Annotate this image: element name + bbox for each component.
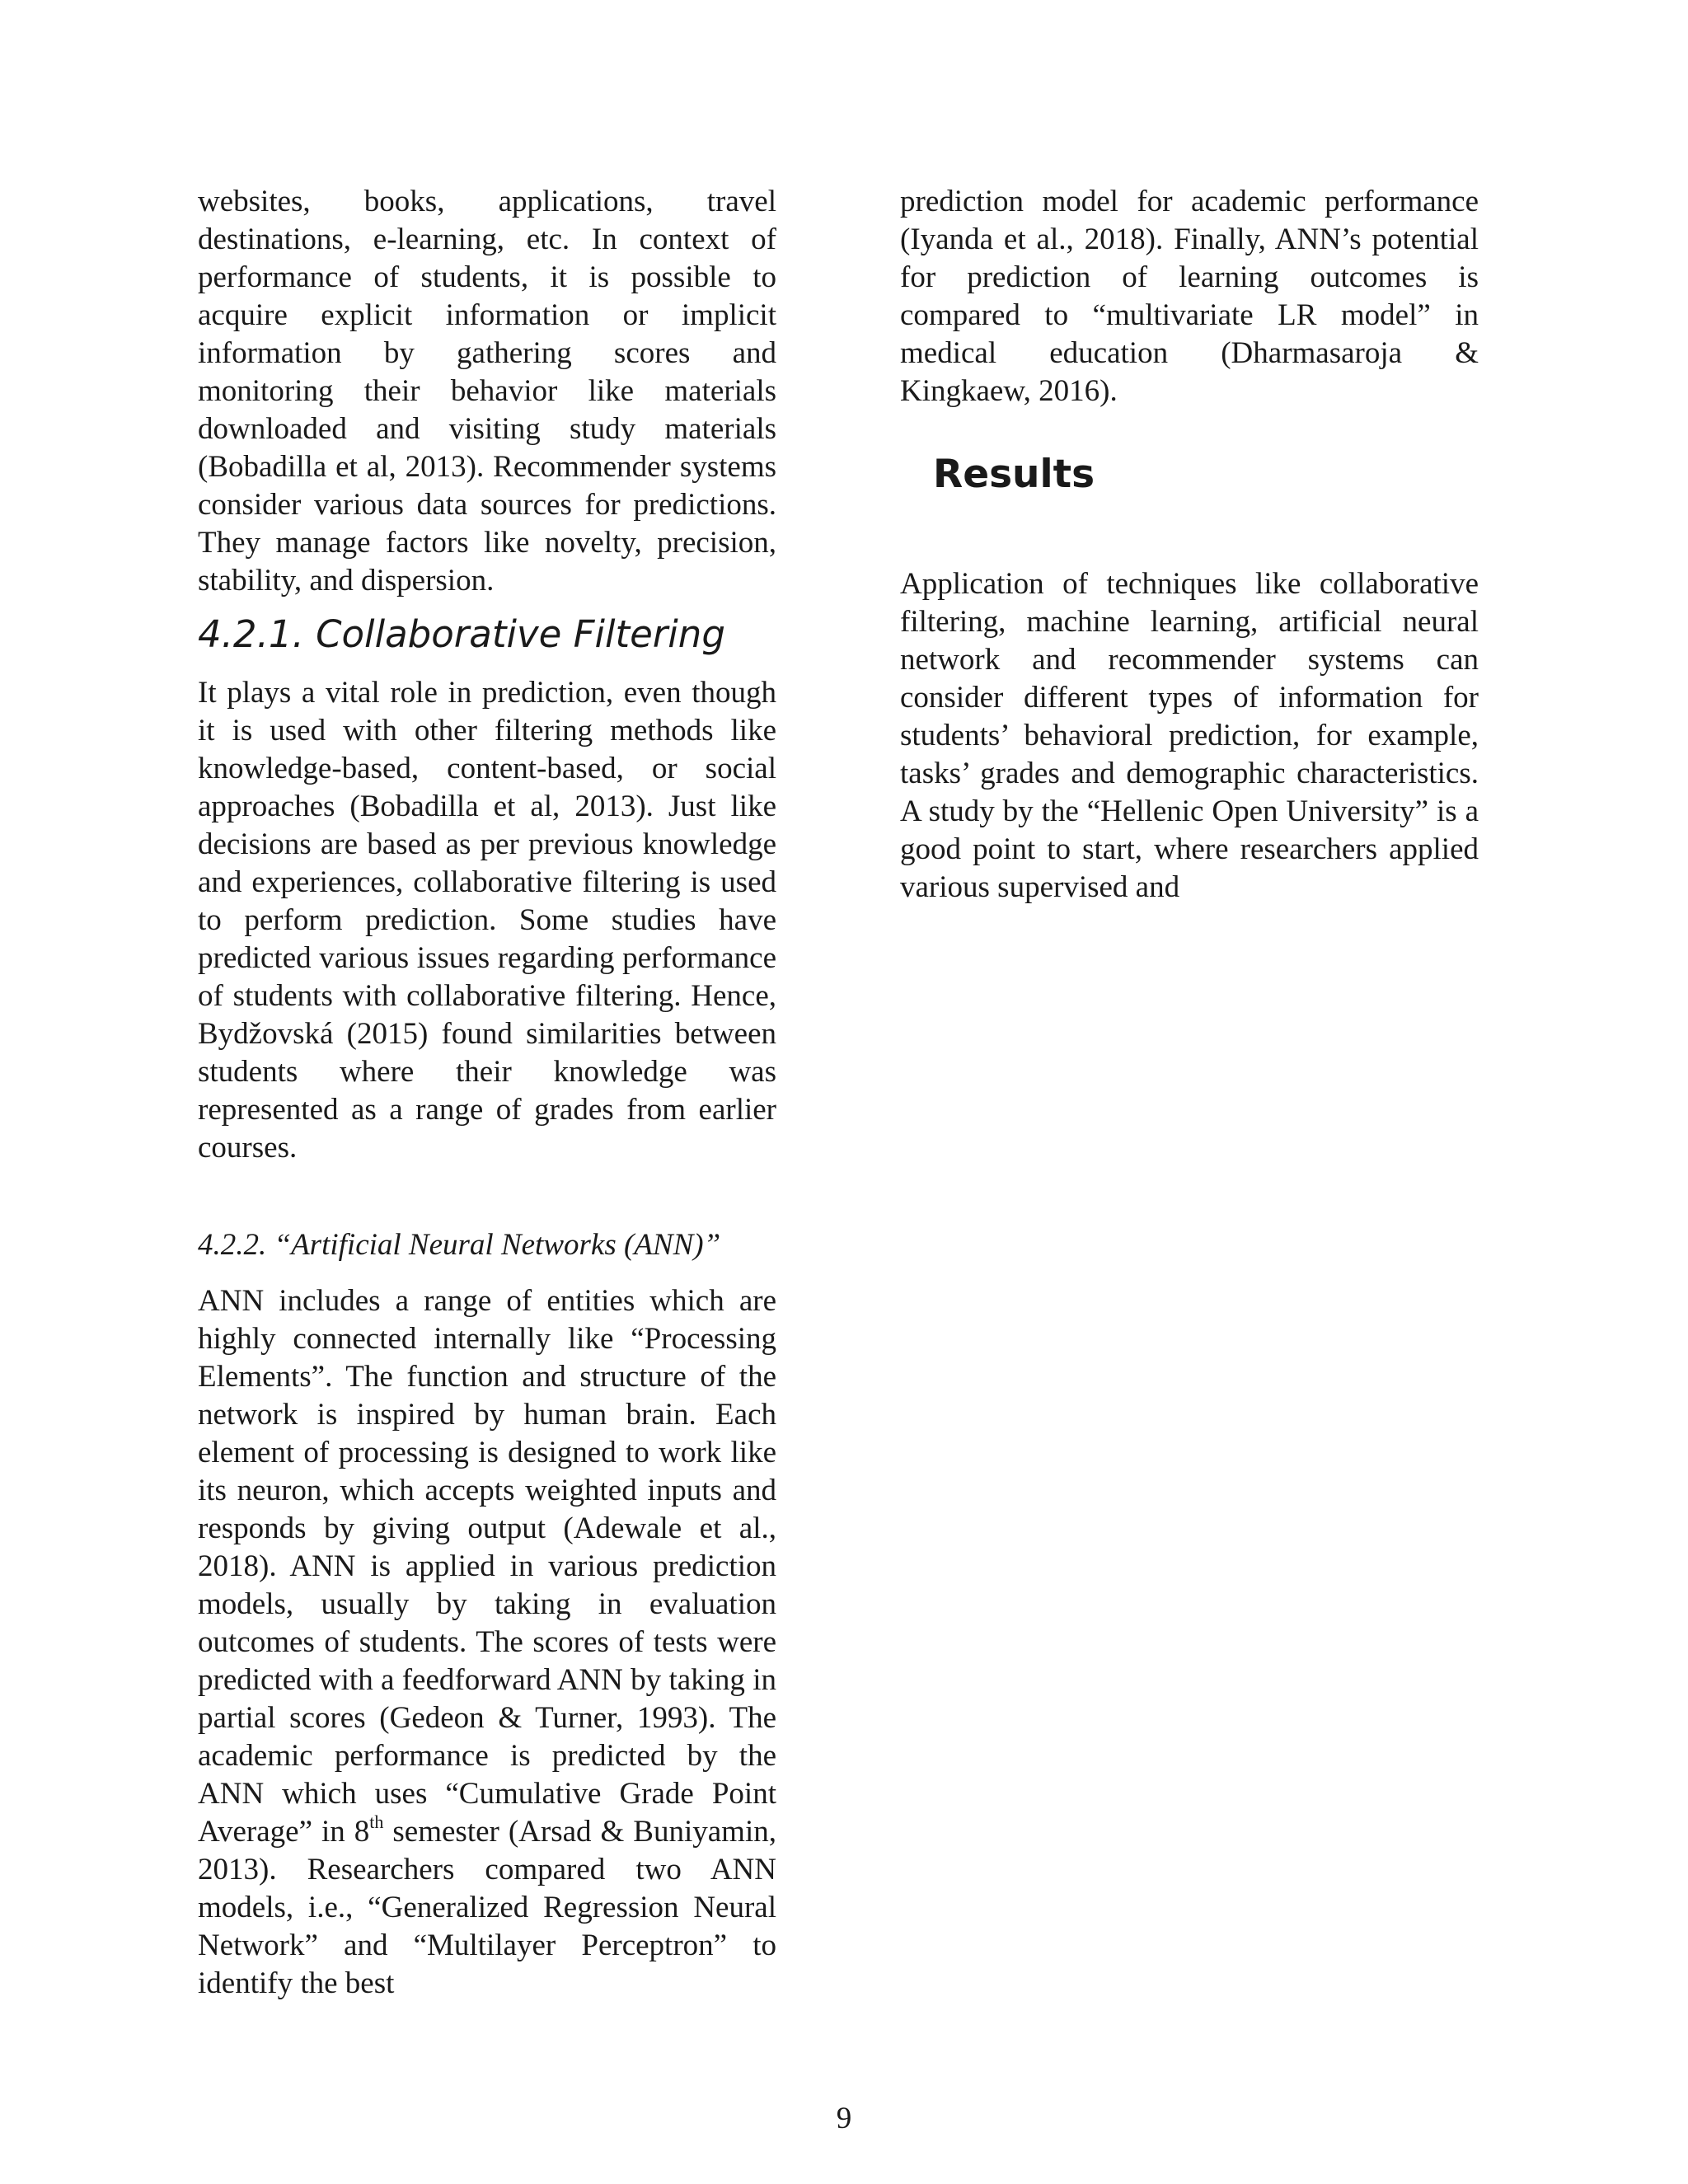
- ann-paragraph-text-2: semester (Arsad & Buniyamin, 2013). Researchers compared two ANN models, i.e., “Generalized Regression Neural Network” and “Multilayer Perceptron” to identify the best: [198, 1815, 776, 2000]
- results-heading: Results: [933, 452, 1095, 497]
- intro-paragraph: websites, books, applications, travel destinations, e-learning, etc. In context of performance of students, it is possible to acquire explicit information or implicit information by gathering scores and monitoring their behavior like materials downloaded and visiting study materials (Bobadilla et al, 2013). Recommender systems consider various data sources for predictions. They manage factors like novelty, precision, stability, and dispersion.: [198, 185, 776, 598]
- right-column: [900, 183, 1479, 907]
- collaborative-filtering-heading: 4.2.1. Collaborative Filtering: [198, 612, 725, 656]
- page-number: 9: [836, 2102, 852, 2135]
- ann-heading: 4.2.2. “Artificial Neural Networks (ANN)”: [198, 1228, 721, 1262]
- ordinal-superscript: th: [369, 1811, 384, 1832]
- ann-paragraph-text-1: ANN includes a range of entities which are highly connected internally like “Processing Elements”. The function and structure of the network is inspired by human brain. Each element of processing is designed to work like its neuron, which accepts weighted inputs and responds by giving output (Adewale et al., 2018). ANN is applied in various prediction models, usually by taking in evaluation outcomes of students. The scores of tests were predicted with a feedforward ANN by taking in partial scores (Gedeon & Turner, 1993). The academic performance is predicted by the ANN which uses “Cumulative Grade Point Average” in 8: [198, 1284, 776, 1849]
- results-paragraph: Application of techniques like collaborative filtering, machine learning, artificial neural network and recommender systems can consider different types of information for students’ behavioral prediction, for example, tasks’ grades and demographic characteristics. A study by the “Hellenic Open University” is a good point to start, where researchers applied various supervised and: [900, 567, 1479, 904]
- collaborative-filtering-paragraph: It plays a vital role in prediction, even though it is used with other filtering methods like knowledge-based, content-based, or social approaches (Bobadilla et al, 2013). Just like decisions are based as per previous knowledge and experiences, collaborative filtering is used to perform prediction. Some studies have predicted various issues regarding performance of students with collaborative filtering. Hence, Bydžovská (2015) found similarities between students where their knowledge was represented as a range of grades from earlier courses.: [198, 676, 776, 1165]
- continued-paragraph: prediction model for academic performance (Iyanda et al., 2018). Finally, ANN’s potential for prediction of learning outcomes is compared to “multivariate LR model” in medical education (Dharmasaroja & Kingkaew, 2016).: [900, 185, 1479, 408]
- ann-paragraph: [198, 1282, 776, 2003]
- left-column: [198, 183, 776, 2003]
